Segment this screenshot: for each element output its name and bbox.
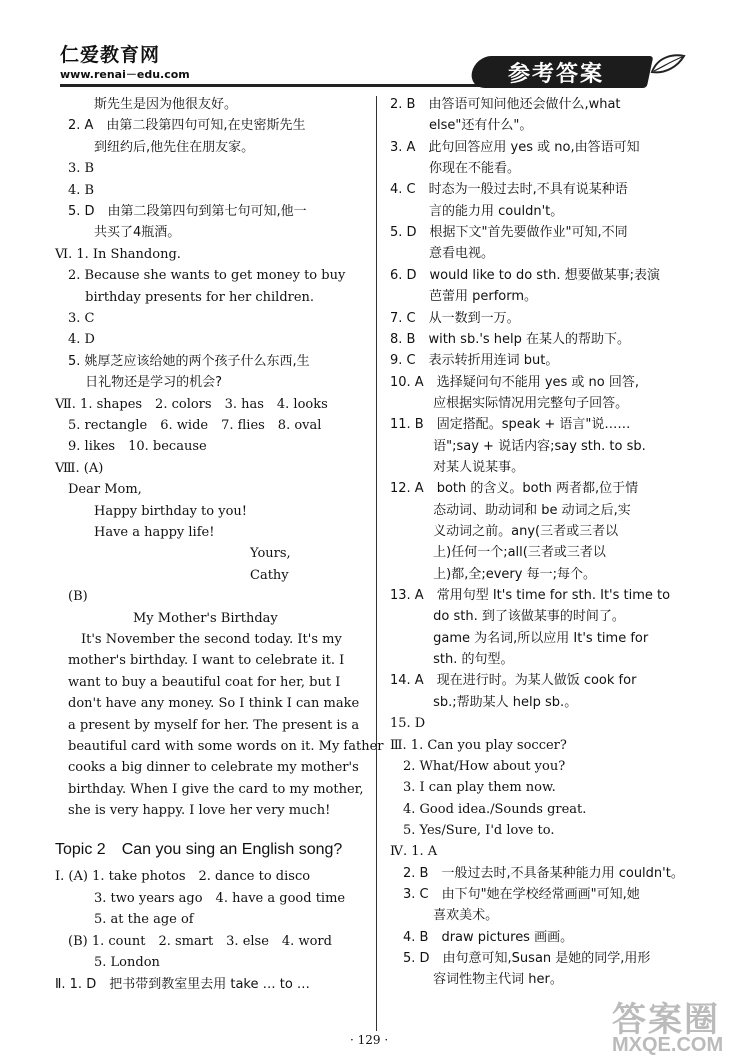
answer-line: 6. D would like to do sth. 想要做某事;表演	[390, 267, 661, 283]
answer-line: Happy birthday to you!	[55, 503, 247, 519]
answer-line: else"还有什么"。	[390, 118, 533, 134]
answer-line: Have a happy life!	[55, 525, 215, 540]
answer-line: 言的能力用 couldn't。	[390, 203, 564, 219]
answer-line: (B)	[55, 589, 88, 605]
answer-line: Ⅲ. 1. Can you play soccer?	[390, 737, 567, 753]
answer-line: 共买了4瓶酒。	[55, 225, 181, 241]
answer-line: 2. B 一般过去时,不具备某种能力用 couldn't。	[390, 865, 684, 881]
answer-line: 到纽约后,他先住在朋友家。	[55, 139, 255, 155]
answer-line: 芭蕾用 perform。	[390, 289, 538, 305]
answer-line: 斯先生是因为他很友好。	[55, 97, 238, 112]
answer-line: 11. B 固定搭配。speak + 语言"说……	[390, 417, 631, 433]
answer-line: 5. London	[55, 955, 160, 971]
answer-line: 4. Good idea./Sounds great.	[390, 801, 587, 817]
answer-line: 3. C	[55, 311, 95, 326]
answer-line: Ⅵ. 1. In Shandong.	[55, 246, 181, 262]
answer-line: a present by myself for her. The present is a	[55, 717, 360, 733]
answer-line: 14. A 现在进行时。为某人做饭 cook for	[390, 673, 637, 689]
answer-line: Ⅳ. 1. A	[390, 844, 438, 860]
answer-line: Cathy	[55, 567, 289, 583]
answer-line: It's November the second today. It's my	[55, 632, 342, 647]
brand-url: www.renai－edu.com	[60, 68, 190, 81]
answer-line: game 为名词,所以应用 It's time for	[390, 630, 649, 646]
answer-line: 4. B	[55, 182, 95, 198]
answer-line: Ⅷ. (A)	[55, 460, 104, 476]
answer-line: 意看电视。	[390, 246, 495, 262]
answer-line: do sth. 到了该做某事的时间了。	[390, 609, 625, 625]
answer-line: birthday. When I give the card to my mother,	[55, 781, 364, 797]
brand-name: 仁爱教育网	[60, 44, 161, 66]
answer-line: 3. A 此句回答应用 yes 或 no,由答语可知	[390, 139, 640, 155]
watermark-logo: 答案圈	[612, 1000, 720, 1040]
leaf-icon	[650, 52, 686, 78]
answer-line: Yours,	[55, 546, 291, 562]
answer-line: 9. likes 10. because	[55, 439, 207, 455]
answer-line: 7. C 从一数到一万。	[390, 310, 520, 326]
answer-line: 9. C 表示转折用连词 but。	[390, 353, 559, 369]
answer-line: 5. Yes/Sure, I'd love to.	[390, 822, 555, 838]
answer-line: beautiful card with some words on it. My father	[55, 739, 384, 754]
answer-line: she is very happy. I love her very much!	[55, 803, 331, 819]
answer-line: 4. D	[55, 332, 95, 348]
answer-line: 13. A 常用句型 It's time for sth. It's time to	[390, 588, 671, 604]
answer-line: 上)都,全;every 每一;每个。	[390, 566, 596, 582]
answer-line: 态动词、助动词和 be 动词之后,实	[390, 502, 631, 518]
answer-line: 5. D 根据下文"首先要做作业"可知,不同	[390, 225, 628, 241]
answer-line: 10. A 选择疑问句不能用 yes 或 no 回答,	[390, 374, 640, 390]
answer-line: 5. at the age of	[55, 912, 194, 928]
answer-line: 15. D	[390, 716, 426, 732]
answer-line: 语";say + 说话内容;say sth. to sb.	[390, 438, 646, 454]
answer-line: mother's birthday. I want to celebrate it. I	[55, 653, 345, 669]
answer-line: 5. 姚厚芝应该给她的两个孩子什么东西,生	[55, 353, 310, 369]
answer-line: 上)任何一个;all(三者或三者以	[390, 545, 606, 561]
answer-line: 3. I can play them now.	[390, 780, 556, 796]
answer-line: 3. two years ago 4. have a good time	[55, 890, 346, 906]
answer-line: 4. B draw pictures 画画。	[390, 929, 574, 945]
answer-line: birthday presents for her children.	[55, 289, 315, 305]
answer-line: sth. 的句型。	[390, 652, 514, 668]
answer-line: 对某人说某事。	[390, 459, 525, 475]
answer-line: Ⅶ. 1. shapes 2. colors 3. has 4. looks	[55, 396, 328, 412]
answer-line: (B) 1. count 2. smart 3. else 4. word	[55, 933, 332, 949]
answer-line: cooks a big dinner to celebrate my mother's	[55, 760, 359, 776]
answer-line: 喜欢美术。	[390, 908, 499, 924]
answer-line: 8. B with sb.'s help 在某人的帮助下。	[390, 331, 631, 347]
answer-line: 日礼物还是学习的机会?	[55, 375, 223, 391]
answer-line: Dear Mom,	[55, 482, 142, 498]
answer-line: 5. rectangle 6. wide 7. flies 8. oval	[55, 418, 322, 433]
header-rule	[60, 84, 480, 87]
topic-heading: Topic 2 Can you sing an English song?	[55, 841, 343, 858]
answer-line: 义动词之前。any(三者或三者以	[390, 524, 619, 539]
answer-line: 2. Because she wants to get money to buy	[55, 268, 346, 284]
column-divider	[376, 96, 377, 1031]
answer-line: want to buy a beautiful coat for her, but I	[55, 674, 341, 690]
answer-line: 5. D 由句意可知,Susan 是她的同学,用形	[390, 951, 651, 966]
page-number: · 129 ·	[350, 1033, 389, 1047]
answer-line: 2. What/How about you?	[390, 758, 566, 774]
answer-line: 3. C 由下句"她在学校经常画画"可知,她	[390, 886, 640, 902]
page-header	[0, 0, 750, 94]
answer-line: 应根据实际情况用完整句子回答。	[390, 395, 629, 411]
answer-line: 12. A both 的含义。both 两者都,位于情	[390, 481, 639, 497]
answer-line: My Mother's Birthday	[55, 610, 278, 626]
watermark-url: MXQE.COM	[612, 1034, 724, 1056]
answer-line: 容词性物主代词 her。	[390, 972, 563, 988]
answer-line: 3. B	[55, 161, 95, 177]
answer-line: 5. D 由第二段第四句到第七句可知,他一	[55, 204, 307, 219]
answer-line: 4. C 时态为一般过去时,不具有说某种语	[390, 182, 628, 198]
answer-line: 你现在不能看。	[390, 161, 521, 177]
answer-line: Ⅰ. (A) 1. take photos 2. dance to disco	[55, 869, 311, 884]
answer-line: 2. A 由第二段第四句可知,在史密斯先生	[55, 118, 306, 134]
answer-line: sb.;帮助某人 help sb.。	[390, 694, 578, 710]
answer-line: don't have any money. So I think I can make	[55, 696, 360, 712]
answer-line: 2. B 由答语可知问他还会做什么,what	[390, 97, 621, 112]
answer-line: Ⅱ. 1. D 把书带到教室里去用 take … to …	[55, 977, 310, 992]
answer-banner-title: 参考答案	[508, 62, 605, 87]
